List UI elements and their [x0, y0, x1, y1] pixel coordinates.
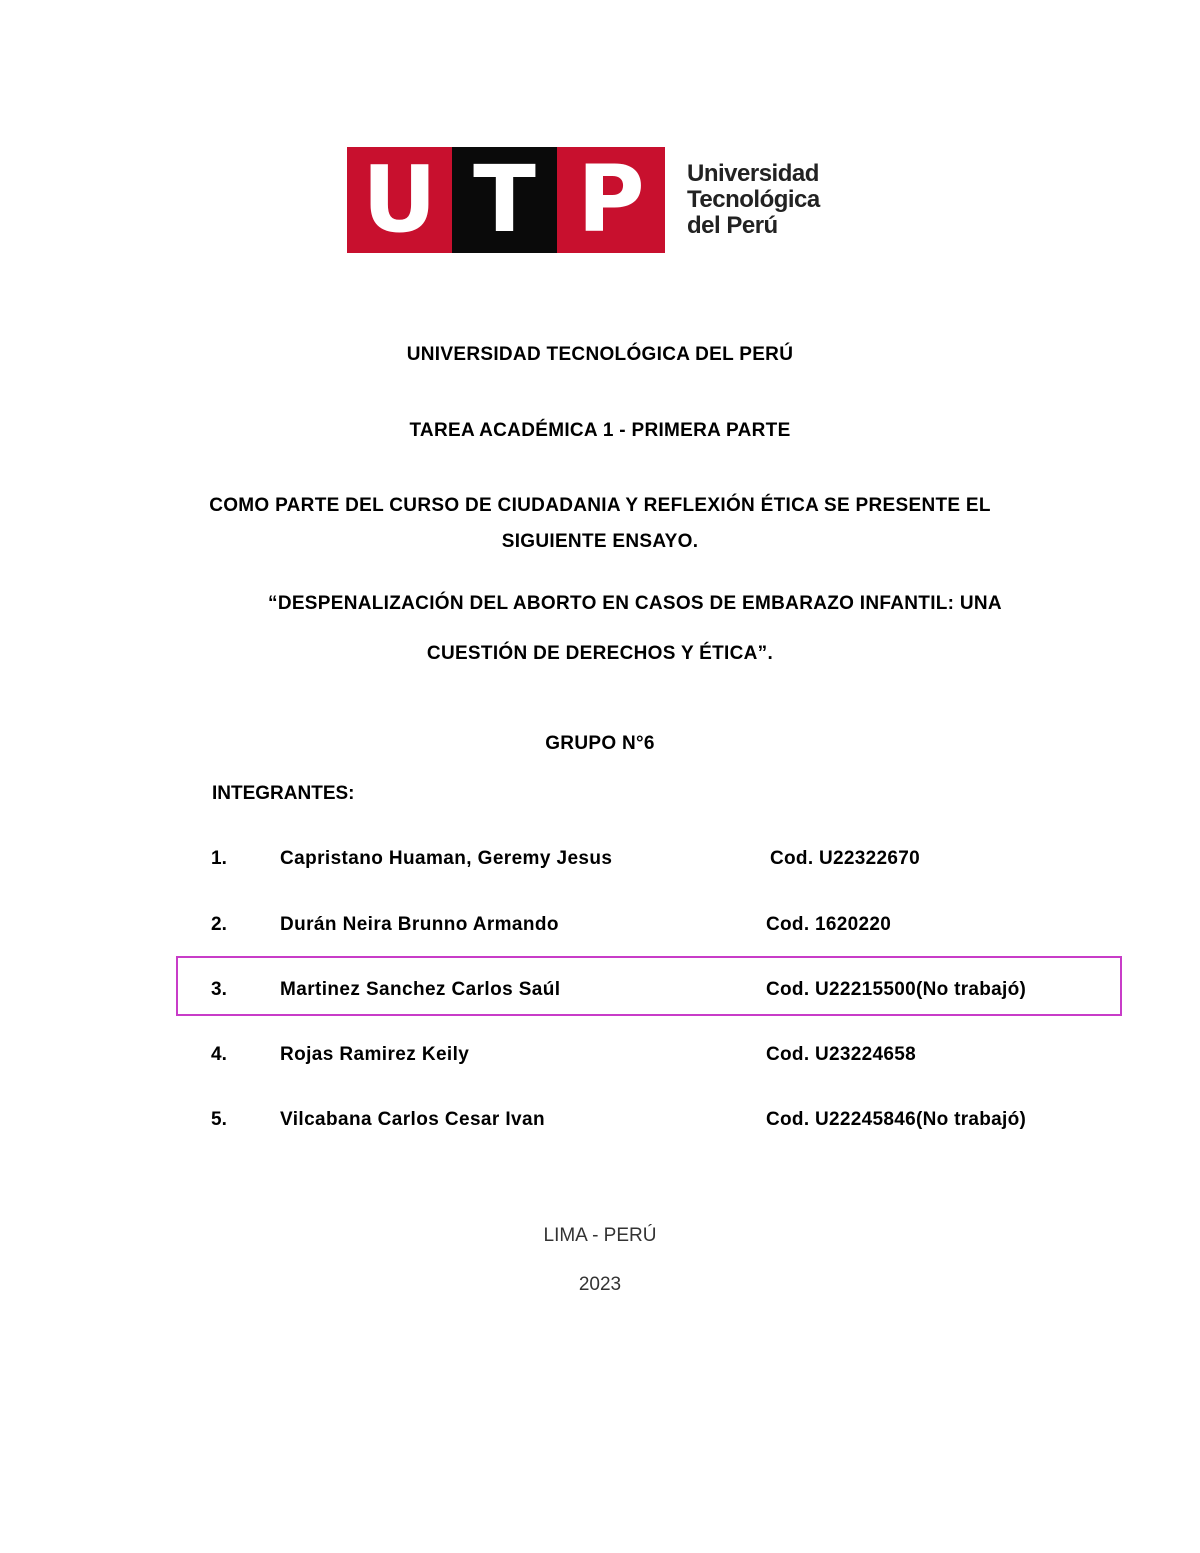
logo-letter-u: U: [362, 146, 437, 253]
logo-wordmark: [687, 161, 820, 239]
essay-title-line-2: CUESTIÓN DE DERECHOS Y ÉTICA”.: [426, 643, 774, 664]
location: LIMA - PERÚ: [543, 1225, 657, 1246]
member-name: Rojas Ramirez Keily: [280, 1044, 470, 1065]
member-number: 2.: [211, 914, 227, 935]
logo-block-u: [347, 147, 452, 253]
member-row: [0, 848, 1200, 878]
members-label: INTEGRANTES:: [212, 783, 355, 804]
member-name: Durán Neira Brunno Armando: [280, 914, 559, 935]
course-line-2: SIGUIENTE ENSAYO.: [501, 531, 699, 552]
member-code: Cod. U22322670: [770, 848, 920, 869]
university-name: UNIVERSIDAD TECNOLÓGICA DEL PERÚ: [406, 344, 794, 365]
member-number: 5.: [211, 1109, 227, 1130]
group-label: GRUPO N°6: [545, 733, 655, 754]
member-number: 1.: [211, 848, 227, 869]
member-code: Cod. U23224658: [766, 1044, 916, 1065]
member-code: Cod. U22245846(No trabajó): [766, 1109, 1027, 1130]
member-name: Capristano Huaman, Geremy Jesus: [280, 848, 613, 869]
member-row: [0, 1044, 1200, 1074]
year: 2023: [578, 1274, 622, 1295]
logo-text-line-1: Universidad: [687, 160, 819, 187]
member-row: [0, 914, 1200, 944]
logo-letter-p: P: [577, 146, 645, 253]
logo-block-p: [557, 147, 665, 253]
member-name: Vilcabana Carlos Cesar Ivan: [280, 1109, 545, 1130]
member-name: Martinez Sanchez Carlos Saúl: [280, 979, 561, 1000]
member-number: 4.: [211, 1044, 227, 1065]
member-row: [0, 979, 1200, 1009]
essay-title-line-1: “DESPENALIZACIÓN DEL ABORTO EN CASOS DE EMBARAZO INFANTIL: UNA: [268, 593, 1002, 614]
member-number: 3.: [211, 979, 227, 1000]
assignment-title: TAREA ACADÉMICA 1 - PRIMERA PARTE: [409, 420, 791, 441]
member-code: Cod. 1620220: [766, 914, 892, 935]
logo-text-line-2: Tecnológica: [687, 186, 820, 213]
logo-letter-t: T: [473, 146, 536, 253]
logo-block-t: [452, 147, 557, 253]
course-line-1: COMO PARTE DEL CURSO DE CIUDADANIA Y REFLEXIÓN ÉTICA SE PRESENTE EL: [209, 495, 991, 516]
logo-text-line-3: del Perú: [687, 212, 778, 239]
member-code: Cod. U22215500(No trabajó): [766, 979, 1027, 1000]
utp-logo: [347, 147, 837, 253]
member-row: [0, 1109, 1200, 1139]
